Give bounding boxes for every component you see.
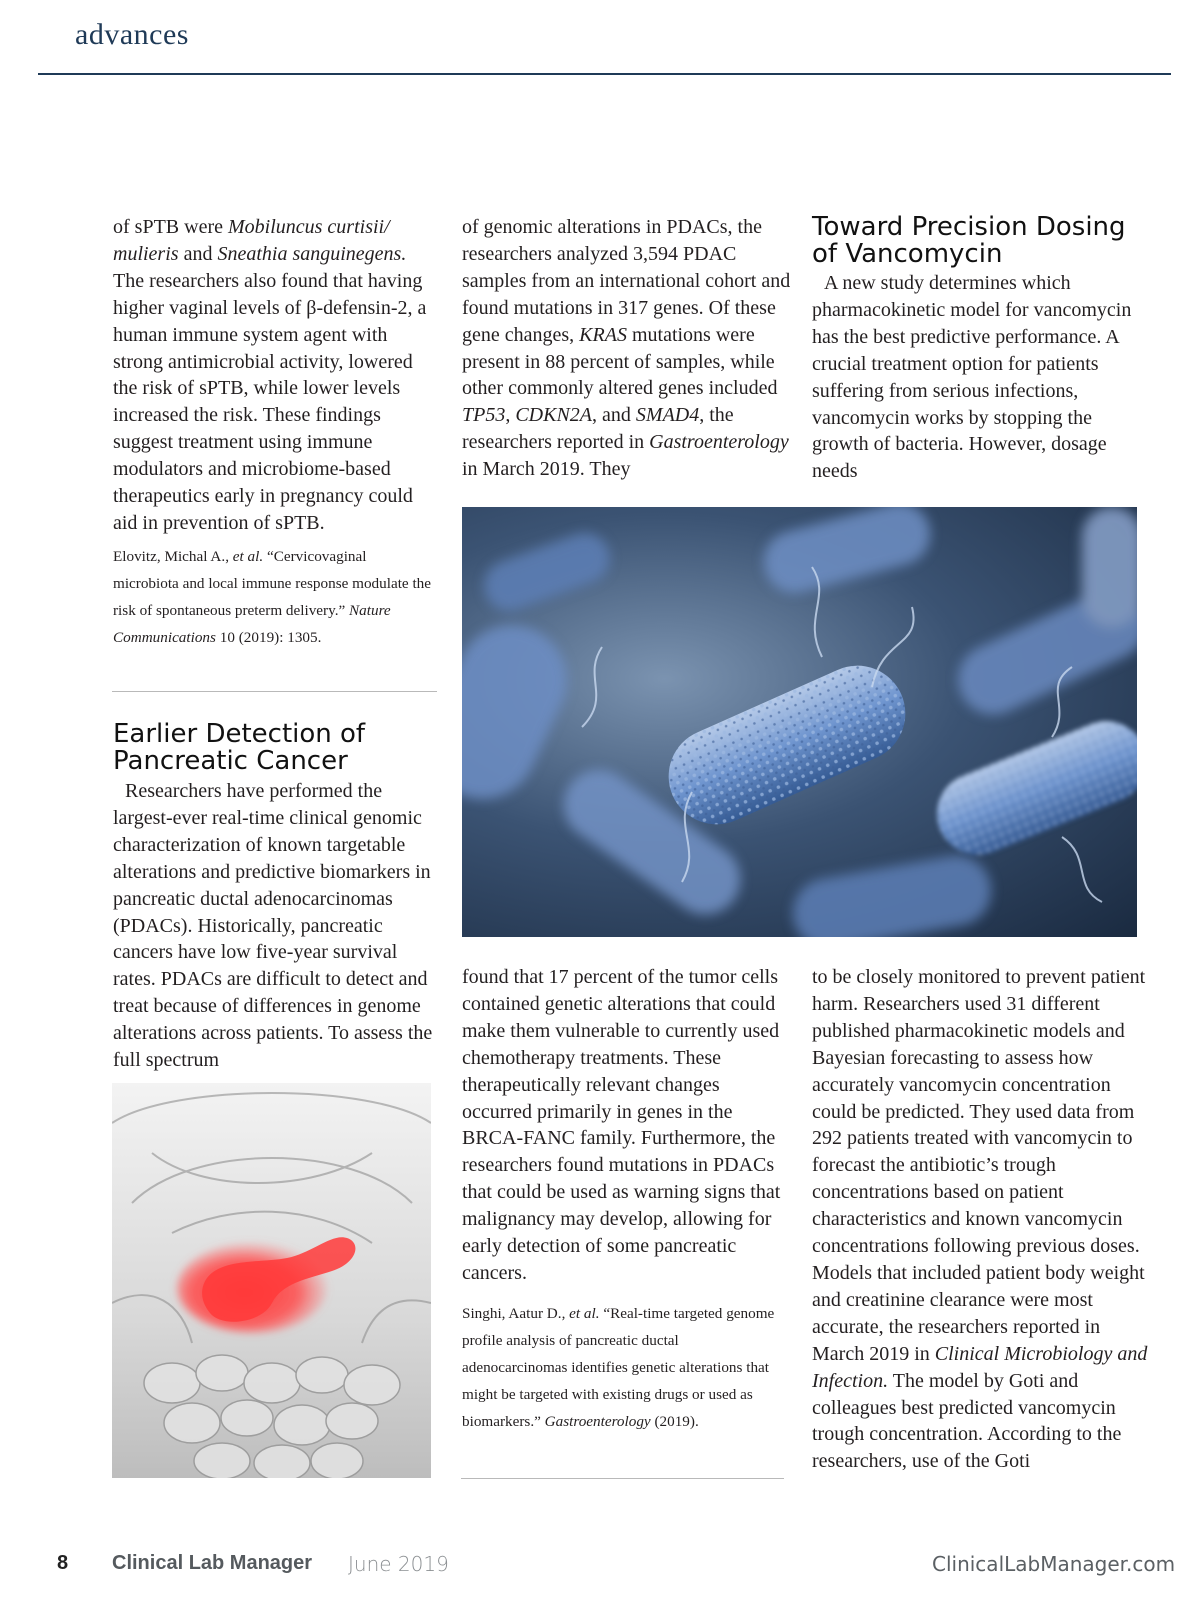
- italic-run: KRAS: [579, 323, 627, 346]
- paragraph: [812, 964, 1157, 1475]
- column-b-text: [462, 214, 792, 483]
- text-run: and: [178, 242, 218, 265]
- divider: [112, 691, 437, 692]
- reference-elovitz: [113, 543, 431, 651]
- bacteria-illustration: [462, 507, 1137, 937]
- column-a-text: [113, 214, 438, 537]
- text-run: Elovitz, Michal A.,: [113, 548, 233, 565]
- paragraph: [113, 214, 438, 537]
- text-run: (2019).: [650, 1413, 699, 1430]
- paragraph: found that 17 percent of the tumor cells contained genetic alterations that could make them vulnerable to currently used chemotherapy treatments. These therapeutically relevant changes occurred primarily in genes in the BRCA-FANC family. Furthermore, the researchers found mutations in PDACs that could be used as warning signs that malignancy may develop, allowing for early detection of some pancreatic cancers.: [462, 966, 781, 1284]
- italic-run: et al.: [569, 1305, 600, 1322]
- italic-run: Mobiluncus curtisii/ mulieris: [113, 216, 390, 265]
- text-run: mutations were present in 88 percent of samples, while other commonly altered genes included: [462, 323, 778, 400]
- text-run: “Cervicovaginal microbiota and local immune response modulate the risk of spontaneous preterm delivery.”: [113, 548, 432, 619]
- paragraph: [462, 214, 792, 483]
- italic-run: TP53: [462, 404, 506, 427]
- text-run: , and: [592, 404, 636, 427]
- italic-run: CDKN2A: [515, 404, 593, 427]
- anatomy-graphic: [112, 1083, 431, 1478]
- text-run: in March 2019. They: [462, 458, 631, 481]
- text-run: of genomic alterations in PDACs, the researchers analyzed 3,594 PDAC samples from an international cohort and found mutations in 317 genes. Of these gene changes,: [462, 216, 791, 346]
- text-run: The model by Goti and colleagues best predicted vancomycin trough concentration. According to the researchers, use of the Goti: [812, 1369, 1122, 1473]
- column-b-continued: [462, 964, 792, 1287]
- article-heading-pancreatic: Earlier Detection of Pancreatic Cancer: [113, 719, 366, 776]
- pancreas-illustration: [112, 1083, 431, 1478]
- italic-run: Gastroenterology: [544, 1413, 651, 1430]
- text-run: to be closely monitored to prevent patient harm. Researchers used 31 different published pharmacokinetic models and Bayesian forecasting to assess how accurately vancomycin concentration could be predicted. They used data from 292 patients treated with vancomycin to forecast the antibiotic’s trough concentrations based on patient characteristics and known vancomycin concentrations following previous doses. Models that included patient body weight and creatinine clearance were most accurate, the researchers reported in March 2019 in: [812, 966, 1146, 1365]
- text-run: , the researchers reported in: [462, 404, 734, 454]
- article-pancreatic-intro: [113, 778, 438, 1074]
- page-number: 8: [57, 1552, 69, 1574]
- header-rule: [38, 73, 1171, 75]
- italic-run: Gastroenterology: [649, 431, 789, 454]
- text-run: 10 (2019): 1305.: [215, 629, 322, 646]
- text-run: of sPTB were: [113, 216, 228, 238]
- italic-run: Sneathia sanguinegens.: [217, 242, 407, 265]
- italic-run: Nature Communications: [113, 602, 391, 646]
- issue-date: June 2019: [348, 1552, 449, 1576]
- article-heading-vancomycin: Toward Precision Dosing of Vancomycin: [812, 212, 1126, 269]
- website-url: ClinicalLabManager.com: [932, 1552, 1176, 1576]
- divider: [461, 1478, 784, 1479]
- text-run: “Real-time targeted genome profile analysis of pancreatic ductal adenocarcinomas identifies genetic alterations that might be targeted with existing drugs or used as biomarkers.”: [462, 1305, 775, 1430]
- bacteria-graphic: [462, 507, 1137, 937]
- reference-singhi: [462, 1300, 782, 1435]
- section-label: advances: [75, 18, 189, 51]
- paragraph: Researchers have performed the largest-ever real-time clinical genomic characterization of known targetable alterations and predictive biomarkers in pancreatic ductal adenocarcinomas (PDACs). Historically, pancreatic cancers have low five-year survival rates. PDACs are difficult to detect and treat because of differences in genome alterations across patients. To assess the full spectrum: [113, 780, 433, 1072]
- italic-run: SMAD4: [635, 404, 700, 427]
- text-run: ,: [505, 404, 516, 427]
- paragraph: A new study determines which pharmacokinetic model for vancomycin has the best predictive performance. A crucial treatment option for patients suffering from serious infections, vancomycin works by stopping the growth of bacteria. However, dosage needs: [812, 272, 1132, 483]
- column-c-continued: [812, 964, 1157, 1475]
- italic-run: Clinical Microbiology and Infection.: [812, 1342, 1148, 1392]
- magazine-name: Clinical Lab Manager: [112, 1552, 313, 1574]
- text-run: The researchers also found that having higher vaginal levels of β-defensin-2, a human immune system agent with strong antimicrobial activity, lowered the risk of sPTB, while lower levels increased the risk. These findings suggest treatment using immune modulators and microbiome-based therapeutics early in pregnancy could aid in prevention of sPTB.: [113, 269, 427, 534]
- italic-run: et al.: [232, 548, 264, 565]
- article-vancomycin-intro: [812, 270, 1147, 485]
- text-run: Singhi, Aatur D.,: [462, 1305, 570, 1322]
